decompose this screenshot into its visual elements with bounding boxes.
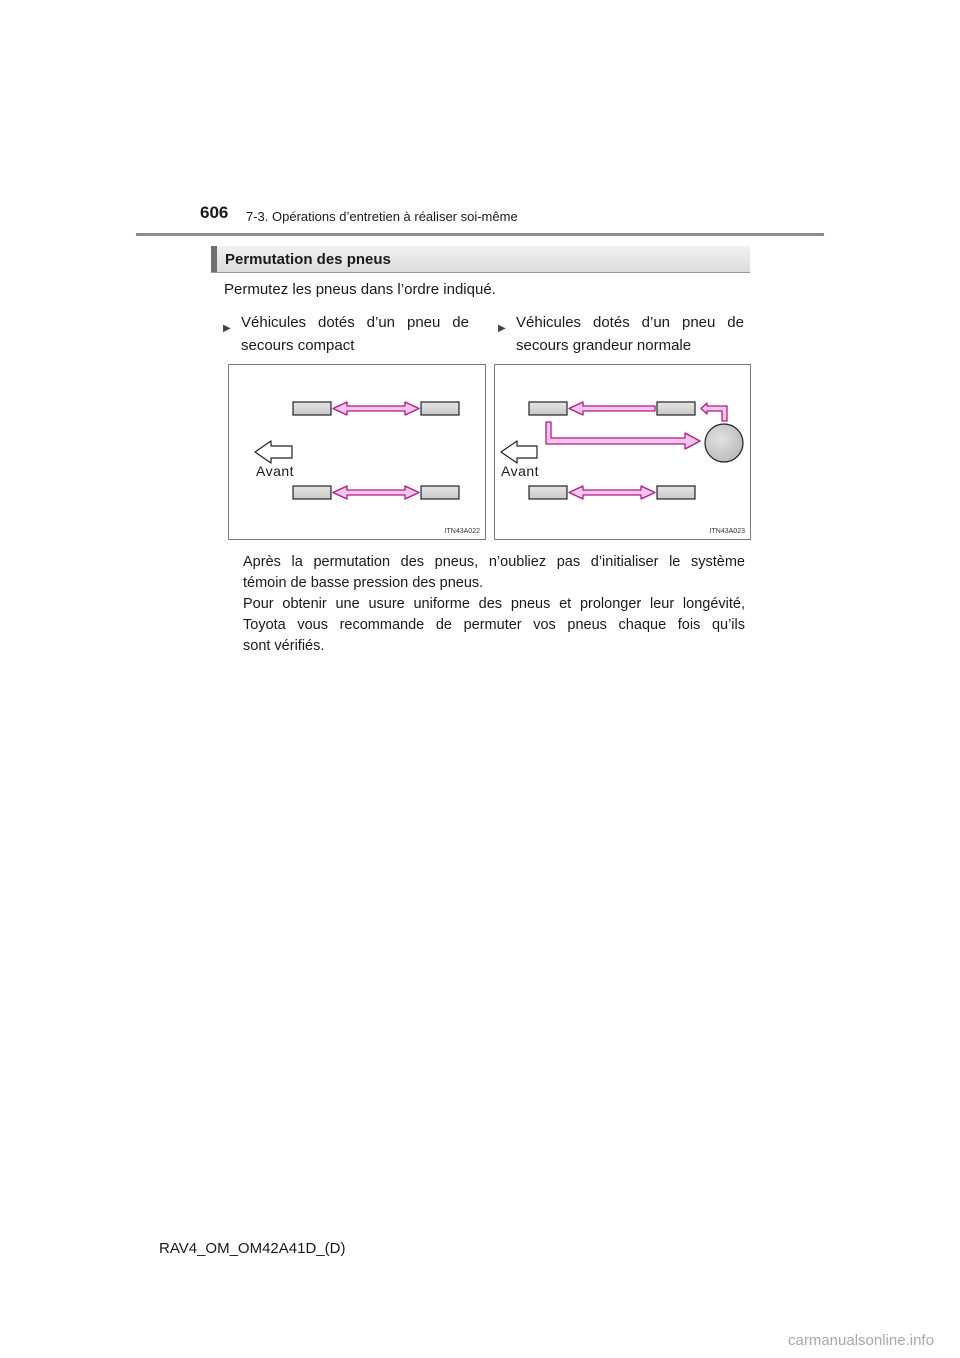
front-label: Avant bbox=[501, 463, 540, 479]
page-number: 606 bbox=[200, 203, 229, 222]
watermark-link[interactable]: carmanualsonline.info bbox=[788, 1332, 934, 1349]
swap-arrow-rear bbox=[569, 486, 655, 499]
diagram-title-fullsize bbox=[498, 311, 744, 357]
diagram-title-fullsize-text: Véhicules dotés d’un pneu de secours grandeur normale bbox=[516, 314, 744, 354]
tire-rear-right bbox=[421, 486, 459, 499]
diagram-title-compact bbox=[223, 311, 469, 357]
tire-rear-left bbox=[529, 486, 567, 499]
swap-arrow-rear bbox=[333, 486, 419, 499]
tire-front-left bbox=[293, 402, 331, 415]
front-label: Avant bbox=[256, 463, 295, 479]
intro-text: Permutez les pneus dans l’ordre indiqué. bbox=[224, 281, 496, 298]
note-line: sont vérifiés. bbox=[243, 638, 325, 654]
arrow-front-left-to-spare bbox=[546, 422, 700, 449]
rotation-note bbox=[243, 552, 745, 657]
section-heading-label: Permutation des pneus bbox=[225, 251, 391, 268]
section-heading-bar bbox=[211, 246, 217, 272]
manual-code: RAV4_OM_OM42A41D_(D) bbox=[159, 1240, 346, 1257]
note-line: Pour obtenir une usure uniforme des pneus et prolonger leur longévité, bbox=[243, 596, 745, 612]
rotation-diagram-fullsize bbox=[494, 364, 751, 540]
note-line: Toyota vous recommande de permuter vos pneus chaque fois qu’ils bbox=[243, 617, 745, 633]
rotation-diagram-fullsize-svg bbox=[495, 365, 750, 539]
rotation-diagram-compact-svg bbox=[229, 365, 485, 539]
section-heading bbox=[211, 246, 750, 273]
swap-arrow-front bbox=[333, 402, 419, 415]
front-arrow-icon bbox=[255, 441, 292, 463]
arrow-front-right-to-left bbox=[569, 402, 655, 415]
chapter-title: 7-3. Opérations d’entretien à réaliser soi-même bbox=[246, 209, 518, 224]
figure-code: ITN43A023 bbox=[709, 528, 745, 535]
note-line: témoin de basse pression des pneus. bbox=[243, 575, 484, 591]
triangle-bullet-icon: ▶ bbox=[223, 323, 231, 334]
note-line: Après la permutation des pneus, n’oubliez pas d’initialiser le système bbox=[243, 554, 745, 570]
tire-rear-left bbox=[293, 486, 331, 499]
tire-front-left bbox=[529, 402, 567, 415]
header-rule bbox=[136, 233, 824, 236]
arrow-spare-to-front-right bbox=[701, 403, 727, 421]
rotation-diagram-compact bbox=[228, 364, 486, 540]
figure-code: ITN43A022 bbox=[444, 528, 480, 535]
diagram-title-compact-text: Véhicules dotés d’un pneu de secours compact bbox=[241, 314, 469, 354]
tire-front-right bbox=[657, 402, 695, 415]
front-arrow-icon bbox=[501, 441, 537, 463]
tire-rear-right bbox=[657, 486, 695, 499]
tire-front-right bbox=[421, 402, 459, 415]
spare-tire bbox=[705, 424, 743, 462]
triangle-bullet-icon: ▶ bbox=[498, 323, 506, 334]
